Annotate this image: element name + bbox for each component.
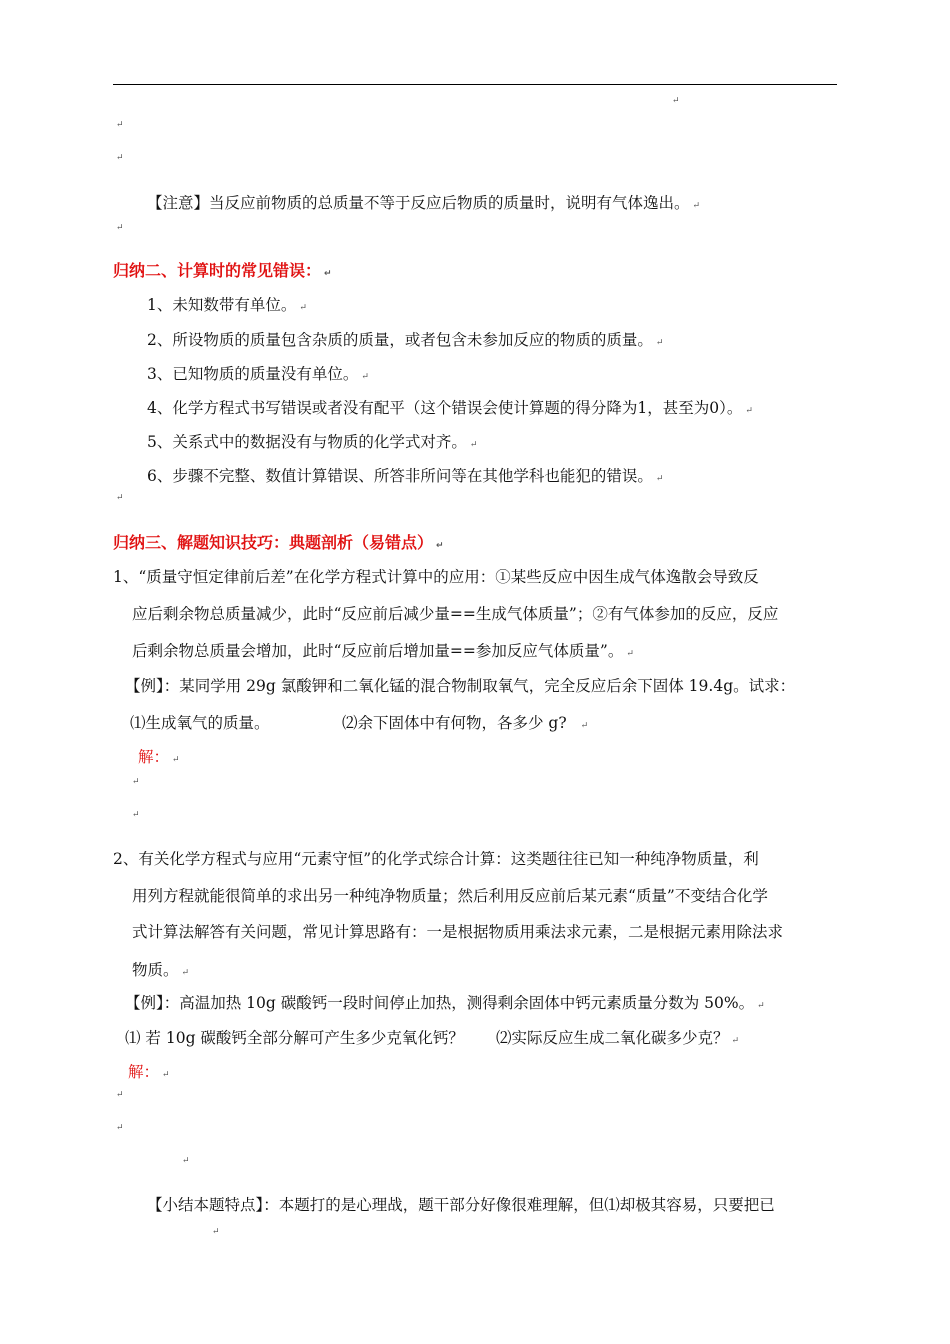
paragraph-mark: ↵	[116, 153, 124, 163]
paragraph-mark: ↵	[116, 120, 124, 130]
section3-title: 归纳三、解题知识技巧：典题剖析（易错点） ↵	[113, 533, 444, 552]
note-line: 【注意】当反应前物质的总质量不等于反应后物质的质量时，说明有气体逸出。 ↵	[147, 194, 701, 212]
section2-item: 6、步骤不完整、数值计算错误、所答非所问等在其他学科也能犯的错误。 ↵	[147, 467, 664, 485]
section2-item: 2、所设物质的质量包含杂质的质量，或者包含未参加反应的物质的质量。 ↵	[147, 331, 664, 349]
example2-question1: ⑴ 若 10g 碳酸钙全部分解可产生多少克氧化钙？	[125, 1029, 464, 1047]
paragraph-mark: ↵	[116, 1123, 124, 1133]
paragraph-mark: ↵	[132, 810, 140, 820]
paragraph-mark: ↵	[182, 1156, 190, 1166]
problem2-line: 2、有关化学方程式与应用“元素守恒”的化学式综合计算：这类题往往已知一种纯净物质量，利	[113, 850, 759, 868]
section2-item: 4、化学方程式书写错误或者没有配平（这个错误会使计算题的得分降为1，甚至为0）。 ↵	[147, 399, 753, 417]
section2-title: 归纳二、计算时的常见错误： ↵	[113, 261, 332, 280]
solution-label: 解： ↵	[138, 748, 180, 766]
section2-item: 3、已知物质的质量没有单位。 ↵	[147, 365, 369, 383]
section2-item: 5、关系式中的数据没有与物质的化学式对齐。 ↵	[147, 433, 478, 451]
paragraph-mark: ↵	[132, 777, 140, 787]
paragraph-mark: ↵	[116, 223, 124, 233]
example2-question2: ⑵实际反应生成二氧化碳多少克？ ↵	[496, 1029, 740, 1047]
section2-item: 1、未知数带有单位。 ↵	[147, 296, 307, 314]
paragraph-mark: ↵	[116, 1090, 124, 1100]
example2: 【例】：高温加热 10g 碳酸钙一段时间停止加热，测得剩余固体中钙元素质量分数为 50%。 ↵	[125, 994, 765, 1012]
solution-label: 解： ↵	[128, 1063, 170, 1081]
problem2-line: 式计算法解答有关问题，常见计算思路有：一是根据物质用乘法求元素，二是根据元素用除法求	[132, 923, 784, 941]
paragraph-mark: ↵	[212, 1227, 220, 1237]
problem2-line: 物质。 ↵	[132, 961, 190, 979]
problem1-line: 1、“质量守恒定律前后差”在化学方程式计算中的应用：①某些反应中因生成气体逸散会导致反	[113, 568, 759, 586]
example1-question2: ⑵余下固体中有何物，各多少 g? ↵	[342, 714, 589, 732]
paragraph-mark: ↵	[116, 493, 124, 503]
problem1-line: 应后剩余物总质量减少，此时“反应前后减少量==生成气体质量”；②有气体参加的反应，反应	[132, 605, 779, 623]
example1: 【例】：某同学用 29g 氯酸钾和二氧化锰的混合物制取氧气，完全反应后余下固体 19.4g。试求：	[125, 677, 796, 695]
example1-question1: ⑴生成氧气的质量。	[130, 714, 270, 732]
problem2-line: 用列方程就能很简单的求出另一种纯净物质量；然后利用反应前后某元素“质量”不变结合化学	[132, 887, 768, 905]
summary-line: 【小结本题特点】：本题打的是心理战，题干部分好像很难理解，但⑴却极其容易，只要把已	[147, 1196, 775, 1214]
problem1-line: 后剩余物总质量会增加，此时“反应前后增加量==参加反应气体质量”。 ↵	[132, 642, 634, 660]
header-rule	[113, 84, 837, 85]
paragraph-mark: ↵	[672, 96, 680, 106]
